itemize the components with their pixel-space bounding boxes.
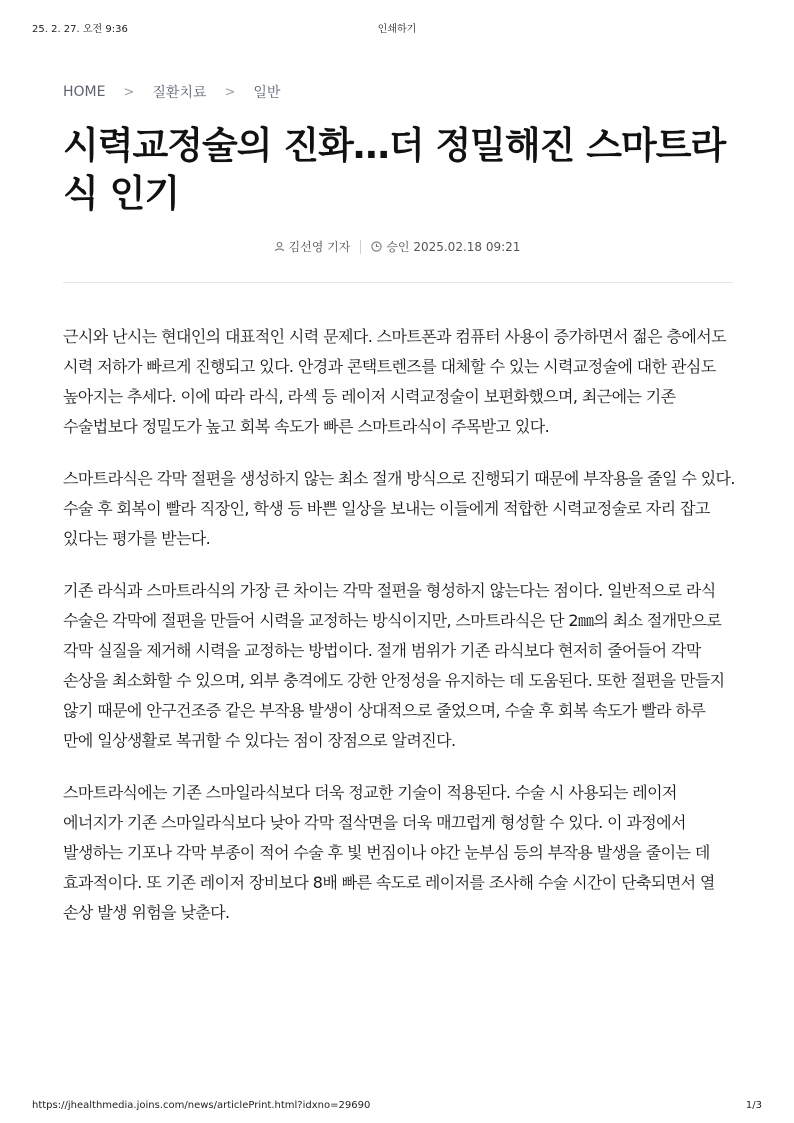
print-title: 인쇄하기 — [377, 24, 417, 35]
article-paragraph: 스마트라식에는 기존 스마일라식보다 더욱 정교한 기술이 적용된다. 수술 시 사용되는 레이저 에너지가 기존 스마일라식보다 낮아 각막 절삭면을 더욱 매끄럽게 형성할 수 있다. 이 과정에서 발생하는 기포나 각막 부종이 적어 수술 후 빛 번짐이나 야간 눈부심 등의 부작용 발생을 줄이는 데 효과적이다. 또 기존 레이저 장비보다 8배 빠른 속도로 레이저를 조사해 수술 시간이 단축되면서 열 손상 발생 위험을 낮춘다. — [63, 783, 715, 922]
article-headline: 시력교정술의 진화…더 정밀해진 스마트라식 인기 — [63, 124, 726, 215]
byline-divider — [360, 240, 361, 254]
byline-approved — [371, 238, 520, 255]
breadcrumb — [63, 82, 280, 102]
print-datetime: 25. 2. 27. 오전 9:36 — [32, 24, 128, 35]
author-name: 김선영 기자 — [288, 240, 351, 254]
chevron-right-icon: > — [224, 84, 236, 100]
article-paragraph: 근시와 난시는 현대인의 대표적인 시력 문제다. 스마트폰과 컴퓨터 사용이 증가하면서 젊은 층에서도 시력 저하가 빠르게 진행되고 있다. 안경과 콘택트렌즈를 대체할 수 있는 시력교정술에 대한 관심도 높아지는 추세다. 이에 따라 라식, 라섹 등 레이저 시력교정술이 보편화했으며, 최근에는 기존 수술법보다 정밀도가 높고 회복 속도가 빠른 스마트라식이 주목받고 있다. — [63, 327, 726, 436]
breadcrumb-subcategory[interactable]: 일반 — [253, 85, 281, 101]
header-divider — [63, 282, 733, 283]
page-number: 1/3 — [745, 1100, 762, 1111]
article-body — [63, 322, 735, 950]
breadcrumb-home[interactable]: HOME — [63, 84, 106, 100]
print-url: https://jhealthmedia.joins.com/news/articlePrint.html?idxno=29690 — [32, 1100, 371, 1111]
byline-author — [274, 238, 351, 255]
clock-icon — [371, 241, 382, 252]
chevron-right-icon: > — [123, 84, 135, 100]
article-paragraph: 스마트라식은 각막 절편을 생성하지 않는 최소 절개 방식으로 진행되기 때문에 부작용을 줄일 수 있다. 수술 후 회복이 빨라 직장인, 학생 등 바쁜 일상을 보내는 이들에게 적합한 시력교정술로 자리 잡고 있다는 평가를 받는다. — [63, 469, 735, 548]
approved-datetime: 승인 2025.02.18 09:21 — [386, 240, 521, 254]
person-icon — [274, 241, 285, 252]
breadcrumb-category[interactable]: 질환치료 — [152, 85, 207, 101]
article-byline — [0, 238, 794, 255]
article-paragraph: 기존 라식과 스마트라식의 가장 큰 차이는 각막 절편을 형성하지 않는다는 점이다. 일반적으로 라식 수술은 각막에 절편을 만들어 시력을 교정하는 방식이지만, 스마트라식은 단 2㎜의 최소 절개만으로 각막 실질을 제거해 시력을 교정하는 방법이다. 절개 범위가 기존 라식보다 현저히 줄어들어 각막 손상을 최소화할 수 있으며, 외부 충격에도 강한 안정성을 유지하는 데 도움된다. 또한 절편을 만들지 않기 때문에 안구건조증 같은 부작용 발생이 상대적으로 줄었으며, 수술 후 회복 속도가 빨라 하루 만에 일상생활로 복귀할 수 있다는 점이 장점으로 알려진다. — [63, 581, 725, 750]
